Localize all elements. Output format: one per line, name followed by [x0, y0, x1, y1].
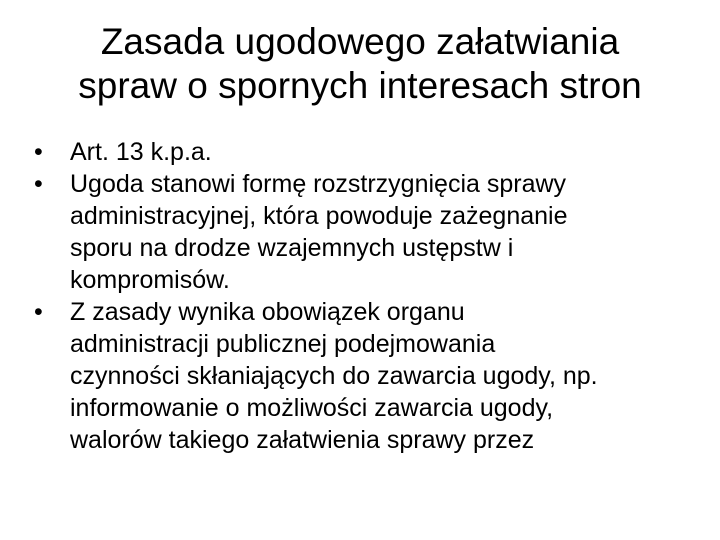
title-line: spraw o spornych interesach stron: [78, 65, 642, 106]
slide-title: [20, 20, 700, 108]
bullet-text-line: czynności skłaniających do zawarcia ugody, np.: [70, 362, 598, 390]
bullet-text-line: walorów takiego załatwienia sprawy przez: [70, 426, 535, 454]
bullet-item: [34, 168, 704, 296]
bullet-text-line: informowanie o możliwości zawarcia ugody,: [70, 394, 554, 422]
bullet-text-line: sporu na drodze wzajemnych ustępstw i: [70, 234, 514, 262]
title-line: Zasada ugodowego załatwiania: [100, 21, 620, 62]
bullet-text-line: Art. 13 k.p.a.: [70, 138, 212, 166]
bullet-text-line: administracyjnej, która powoduje zażegnanie: [70, 202, 568, 230]
bullet-icon: •: [34, 170, 43, 198]
bullet-list: [34, 136, 704, 456]
bullet-text-line: administracji publicznej podejmowania: [70, 330, 496, 358]
bullet-text-line: Z zasady wynika obowiązek organu: [70, 298, 465, 326]
bullet-icon: •: [34, 138, 43, 166]
bullet-text-line: Ugoda stanowi formę rozstrzygnięcia sprawy: [70, 170, 567, 198]
bullet-text-line: kompromisów.: [70, 266, 230, 294]
bullet-item: [34, 296, 704, 456]
bullet-item: [34, 136, 704, 168]
bullet-icon: •: [34, 298, 43, 326]
